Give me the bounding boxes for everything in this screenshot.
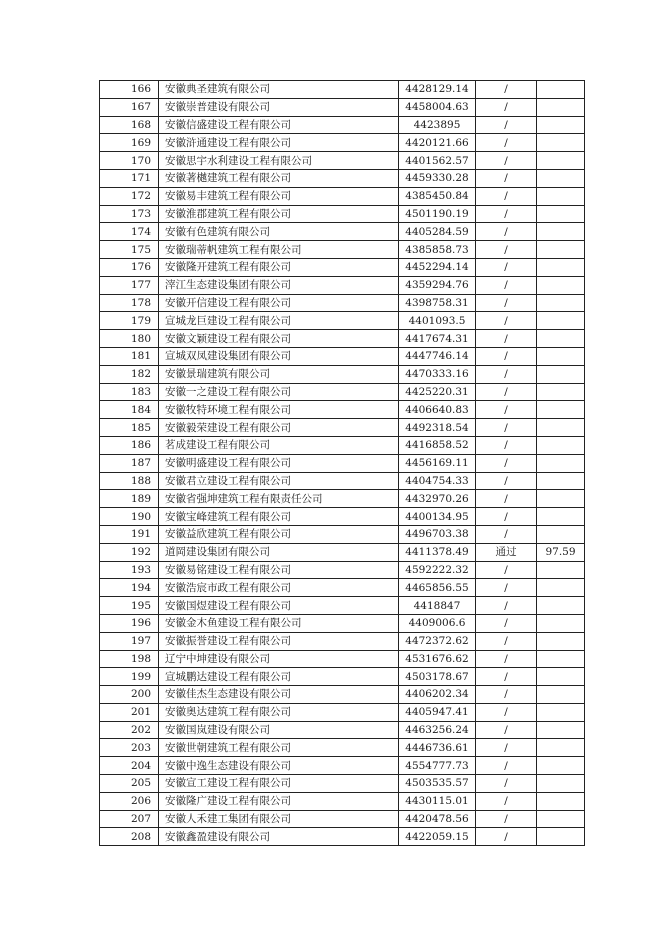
- table-row: [100, 81, 585, 99]
- review-status-cell: /: [476, 81, 537, 99]
- row-number-cell: 176: [100, 258, 159, 276]
- review-status-cell: /: [476, 792, 537, 810]
- bid-price-cell: 4430115.01: [399, 792, 476, 810]
- review-status-cell: /: [476, 668, 537, 686]
- company-name-cell: 辽宁中坤建设有限公司: [159, 650, 399, 668]
- review-status-cell: /: [476, 169, 537, 187]
- company-name-cell: 安徽一之建设工程有限公司: [159, 383, 399, 401]
- table-row: [100, 810, 585, 828]
- table-row: [100, 703, 585, 721]
- review-status-cell: /: [476, 347, 537, 365]
- review-status-cell: /: [476, 686, 537, 704]
- table-row: [100, 223, 585, 241]
- review-status-cell: /: [476, 436, 537, 454]
- review-status-cell: /: [476, 597, 537, 615]
- score-cell: 97.59: [537, 543, 585, 561]
- table-row: [100, 579, 585, 597]
- score-cell: [537, 703, 585, 721]
- table-row: [100, 543, 585, 561]
- row-number-cell: 183: [100, 383, 159, 401]
- score-cell: [537, 757, 585, 775]
- review-status-cell: /: [476, 739, 537, 757]
- bid-price-cell: 4458004.63: [399, 98, 476, 116]
- row-number-cell: 167: [100, 98, 159, 116]
- review-status-cell: /: [476, 383, 537, 401]
- row-number-cell: 186: [100, 436, 159, 454]
- table-row: [100, 276, 585, 294]
- bid-price-cell: 4496703.38: [399, 525, 476, 543]
- score-cell: [537, 134, 585, 152]
- score-cell: [537, 614, 585, 632]
- bid-price-cell: 4503535.57: [399, 775, 476, 793]
- bid-price-cell: 4472372.62: [399, 632, 476, 650]
- row-number-cell: 169: [100, 134, 159, 152]
- score-cell: [537, 721, 585, 739]
- table-row: [100, 472, 585, 490]
- company-name-cell: 安徽浒通建设工程有限公司: [159, 134, 399, 152]
- row-number-cell: 188: [100, 472, 159, 490]
- bid-price-cell: 4452294.14: [399, 258, 476, 276]
- review-status-cell: /: [476, 223, 537, 241]
- review-status-cell: /: [476, 241, 537, 259]
- table-row: [100, 401, 585, 419]
- row-number-cell: 190: [100, 508, 159, 526]
- table-row: [100, 632, 585, 650]
- score-cell: [537, 81, 585, 99]
- row-number-cell: 196: [100, 614, 159, 632]
- review-status-cell: /: [476, 508, 537, 526]
- bid-price-cell: 4416858.52: [399, 436, 476, 454]
- score-cell: [537, 419, 585, 437]
- table-body: [100, 81, 585, 846]
- company-name-cell: 安徽振誉建设工程有限公司: [159, 632, 399, 650]
- table-row: [100, 650, 585, 668]
- bid-price-cell: 4417674.31: [399, 330, 476, 348]
- row-number-cell: 207: [100, 810, 159, 828]
- company-name-cell: 滓江生态建设集团有限公司: [159, 276, 399, 294]
- table-row: [100, 116, 585, 134]
- company-name-cell: 安徽淮郡建筑工程有限公司: [159, 205, 399, 223]
- bid-price-cell: 4423895: [399, 116, 476, 134]
- row-number-cell: 200: [100, 686, 159, 704]
- bid-price-cell: 4554777.73: [399, 757, 476, 775]
- review-status-cell: 通过: [476, 543, 537, 561]
- bid-price-cell: 4420121.66: [399, 134, 476, 152]
- company-name-cell: 安徽易丰建筑工程有限公司: [159, 187, 399, 205]
- score-cell: [537, 169, 585, 187]
- bid-price-cell: 4409006.6: [399, 614, 476, 632]
- table-row: [100, 597, 585, 615]
- bid-price-cell: 4401093.5: [399, 312, 476, 330]
- score-cell: [537, 490, 585, 508]
- table-row: [100, 98, 585, 116]
- row-number-cell: 175: [100, 241, 159, 259]
- company-name-cell: 安徽佳杰生态建设有限公司: [159, 686, 399, 704]
- company-name-cell: 安徽易铭建设工程有限公司: [159, 561, 399, 579]
- bid-price-cell: 4470333.16: [399, 365, 476, 383]
- row-number-cell: 195: [100, 597, 159, 615]
- bid-price-cell: 4406202.34: [399, 686, 476, 704]
- bid-price-cell: 4406640.83: [399, 401, 476, 419]
- company-name-cell: 茗成建设工程有限公司: [159, 436, 399, 454]
- row-number-cell: 208: [100, 828, 159, 846]
- bid-price-cell: 4447746.14: [399, 347, 476, 365]
- row-number-cell: 184: [100, 401, 159, 419]
- score-cell: [537, 508, 585, 526]
- table-row: [100, 739, 585, 757]
- row-number-cell: 206: [100, 792, 159, 810]
- review-status-cell: /: [476, 632, 537, 650]
- company-name-cell: 安徽有色建筑有限公司: [159, 223, 399, 241]
- row-number-cell: 172: [100, 187, 159, 205]
- company-name-cell: 安徽金木鱼建设工程有限公司: [159, 614, 399, 632]
- row-number-cell: 187: [100, 454, 159, 472]
- row-number-cell: 166: [100, 81, 159, 99]
- row-number-cell: 192: [100, 543, 159, 561]
- row-number-cell: 201: [100, 703, 159, 721]
- review-status-cell: /: [476, 810, 537, 828]
- company-name-cell: 安徽著樾建筑工程有限公司: [159, 169, 399, 187]
- row-number-cell: 181: [100, 347, 159, 365]
- table-row: [100, 436, 585, 454]
- table-row: [100, 792, 585, 810]
- score-cell: [537, 223, 585, 241]
- row-number-cell: 185: [100, 419, 159, 437]
- company-name-cell: 安徽崇普建设有限公司: [159, 98, 399, 116]
- company-name-cell: 安徽牧特环境工程有限公司: [159, 401, 399, 419]
- row-number-cell: 170: [100, 152, 159, 170]
- review-status-cell: /: [476, 454, 537, 472]
- row-number-cell: 204: [100, 757, 159, 775]
- review-status-cell: /: [476, 116, 537, 134]
- table-row: [100, 419, 585, 437]
- score-cell: [537, 454, 585, 472]
- bid-price-cell: 4420478.56: [399, 810, 476, 828]
- review-status-cell: /: [476, 721, 537, 739]
- table-row: [100, 347, 585, 365]
- review-status-cell: /: [476, 276, 537, 294]
- review-status-cell: /: [476, 205, 537, 223]
- table-row: [100, 205, 585, 223]
- score-cell: [537, 775, 585, 793]
- bid-price-cell: 4446736.61: [399, 739, 476, 757]
- row-number-cell: 182: [100, 365, 159, 383]
- bid-price-cell: 4592222.32: [399, 561, 476, 579]
- company-name-cell: 安徽浩宸市政工程有限公司: [159, 579, 399, 597]
- row-number-cell: 173: [100, 205, 159, 223]
- company-name-cell: 安徽隆广建设工程有限公司: [159, 792, 399, 810]
- bid-price-cell: 4492318.54: [399, 419, 476, 437]
- table-row: [100, 775, 585, 793]
- table-row: [100, 614, 585, 632]
- score-cell: [537, 152, 585, 170]
- company-name-cell: 宣城鹏达建设工程有限公司: [159, 668, 399, 686]
- review-status-cell: /: [476, 650, 537, 668]
- score-cell: [537, 525, 585, 543]
- company-name-cell: 安徽世朝建筑工程有限公司: [159, 739, 399, 757]
- company-name-cell: 宣城双凤建设集团有限公司: [159, 347, 399, 365]
- table-row: [100, 757, 585, 775]
- table-row: [100, 686, 585, 704]
- company-name-cell: 安徽典圣建筑有限公司: [159, 81, 399, 99]
- review-status-cell: /: [476, 579, 537, 597]
- review-status-cell: /: [476, 490, 537, 508]
- row-number-cell: 199: [100, 668, 159, 686]
- table-row: [100, 134, 585, 152]
- review-status-cell: /: [476, 775, 537, 793]
- bid-price-cell: 4398758.31: [399, 294, 476, 312]
- bid-price-cell: 4359294.76: [399, 276, 476, 294]
- review-status-cell: /: [476, 312, 537, 330]
- score-cell: [537, 632, 585, 650]
- review-status-cell: /: [476, 472, 537, 490]
- company-name-cell: 安徽省强坤建筑工程有限责任公司: [159, 490, 399, 508]
- score-cell: [537, 330, 585, 348]
- score-cell: [537, 597, 585, 615]
- score-cell: [537, 312, 585, 330]
- score-cell: [537, 276, 585, 294]
- score-cell: [537, 686, 585, 704]
- review-status-cell: /: [476, 365, 537, 383]
- company-name-cell: 安徽鑫盈建设有限公司: [159, 828, 399, 846]
- company-name-cell: 宣城龙巨建设工程有限公司: [159, 312, 399, 330]
- company-name-cell: 安徽益欣建筑工程有限公司: [159, 525, 399, 543]
- score-cell: [537, 668, 585, 686]
- row-number-cell: 191: [100, 525, 159, 543]
- score-cell: [537, 258, 585, 276]
- table-row: [100, 828, 585, 846]
- company-name-cell: 安徽景瑞建筑有限公司: [159, 365, 399, 383]
- company-name-cell: 安徽隆开建筑工程有限公司: [159, 258, 399, 276]
- table-row: [100, 454, 585, 472]
- company-name-cell: 安徽中逸生态建设有限公司: [159, 757, 399, 775]
- review-status-cell: /: [476, 703, 537, 721]
- review-status-cell: /: [476, 294, 537, 312]
- table-row: [100, 152, 585, 170]
- review-status-cell: /: [476, 525, 537, 543]
- review-status-cell: /: [476, 419, 537, 437]
- row-number-cell: 202: [100, 721, 159, 739]
- score-cell: [537, 401, 585, 419]
- table-row: [100, 508, 585, 526]
- bid-price-cell: 4432970.26: [399, 490, 476, 508]
- review-status-cell: /: [476, 561, 537, 579]
- review-status-cell: /: [476, 258, 537, 276]
- bid-price-cell: 4503178.67: [399, 668, 476, 686]
- bid-results-table: [99, 80, 585, 846]
- table-row: [100, 525, 585, 543]
- review-status-cell: /: [476, 614, 537, 632]
- company-name-cell: 安徽宝峰建筑工程有限公司: [159, 508, 399, 526]
- row-number-cell: 177: [100, 276, 159, 294]
- row-number-cell: 193: [100, 561, 159, 579]
- company-name-cell: 安徽人禾建工集团有限公司: [159, 810, 399, 828]
- review-status-cell: /: [476, 828, 537, 846]
- company-name-cell: 安徽瑞蒂帆建筑工程有限公司: [159, 241, 399, 259]
- table-row: [100, 241, 585, 259]
- company-name-cell: 安徽明盛建设工程有限公司: [159, 454, 399, 472]
- bid-price-cell: 4463256.24: [399, 721, 476, 739]
- bid-price-cell: 4404754.33: [399, 472, 476, 490]
- row-number-cell: 171: [100, 169, 159, 187]
- row-number-cell: 198: [100, 650, 159, 668]
- table-row: [100, 312, 585, 330]
- row-number-cell: 189: [100, 490, 159, 508]
- bid-price-cell: 4531676.62: [399, 650, 476, 668]
- bid-price-cell: 4465856.55: [399, 579, 476, 597]
- table-row: [100, 169, 585, 187]
- score-cell: [537, 383, 585, 401]
- row-number-cell: 180: [100, 330, 159, 348]
- review-status-cell: /: [476, 152, 537, 170]
- table-row: [100, 561, 585, 579]
- score-cell: [537, 739, 585, 757]
- row-number-cell: 174: [100, 223, 159, 241]
- bid-price-cell: 4411378.49: [399, 543, 476, 561]
- table-row: [100, 294, 585, 312]
- score-cell: [537, 579, 585, 597]
- bid-price-cell: 4456169.11: [399, 454, 476, 472]
- bid-price-cell: 4385450.84: [399, 187, 476, 205]
- bid-price-cell: 4400134.95: [399, 508, 476, 526]
- review-status-cell: /: [476, 98, 537, 116]
- table-row: [100, 330, 585, 348]
- score-cell: [537, 187, 585, 205]
- row-number-cell: 179: [100, 312, 159, 330]
- row-number-cell: 194: [100, 579, 159, 597]
- bid-price-cell: 4501190.19: [399, 205, 476, 223]
- bid-price-cell: 4459330.28: [399, 169, 476, 187]
- score-cell: [537, 365, 585, 383]
- score-cell: [537, 347, 585, 365]
- table-row: [100, 490, 585, 508]
- review-status-cell: /: [476, 757, 537, 775]
- score-cell: [537, 650, 585, 668]
- company-name-cell: 安徽思宇水利建设工程有限公司: [159, 152, 399, 170]
- score-cell: [537, 205, 585, 223]
- score-cell: [537, 241, 585, 259]
- bid-price-cell: 4405284.59: [399, 223, 476, 241]
- score-cell: [537, 436, 585, 454]
- review-status-cell: /: [476, 187, 537, 205]
- company-name-cell: 安徽国煜建设工程有限公司: [159, 597, 399, 615]
- company-name-cell: 道岡建设集团有限公司: [159, 543, 399, 561]
- row-number-cell: 203: [100, 739, 159, 757]
- bid-price-cell: 4401562.57: [399, 152, 476, 170]
- bid-price-cell: 4405947.41: [399, 703, 476, 721]
- score-cell: [537, 98, 585, 116]
- table-row: [100, 668, 585, 686]
- score-cell: [537, 810, 585, 828]
- row-number-cell: 205: [100, 775, 159, 793]
- bid-price-cell: 4425220.31: [399, 383, 476, 401]
- row-number-cell: 197: [100, 632, 159, 650]
- company-name-cell: 安徽开信建设工程有限公司: [159, 294, 399, 312]
- row-number-cell: 168: [100, 116, 159, 134]
- table-row: [100, 258, 585, 276]
- score-cell: [537, 828, 585, 846]
- bid-price-cell: 4418847: [399, 597, 476, 615]
- company-name-cell: 安徽毅荣建设工程有限公司: [159, 419, 399, 437]
- score-cell: [537, 561, 585, 579]
- company-name-cell: 安徽信盛建设工程有限公司: [159, 116, 399, 134]
- review-status-cell: /: [476, 401, 537, 419]
- company-name-cell: 安徽国岚建设有限公司: [159, 721, 399, 739]
- score-cell: [537, 294, 585, 312]
- company-name-cell: 安徽奥达建筑工程有限公司: [159, 703, 399, 721]
- score-cell: [537, 472, 585, 490]
- score-cell: [537, 116, 585, 134]
- company-name-cell: 安徽君立建设工程有限公司: [159, 472, 399, 490]
- table-row: [100, 187, 585, 205]
- review-status-cell: /: [476, 330, 537, 348]
- company-name-cell: 安徽宣工建设工程有限公司: [159, 775, 399, 793]
- table-row: [100, 365, 585, 383]
- bid-price-cell: 4385858.73: [399, 241, 476, 259]
- table-row: [100, 383, 585, 401]
- bid-price-cell: 4422059.15: [399, 828, 476, 846]
- score-cell: [537, 792, 585, 810]
- row-number-cell: 178: [100, 294, 159, 312]
- review-status-cell: /: [476, 134, 537, 152]
- bid-price-cell: 4428129.14: [399, 81, 476, 99]
- company-name-cell: 安徽文颖建设工程有限公司: [159, 330, 399, 348]
- table-row: [100, 721, 585, 739]
